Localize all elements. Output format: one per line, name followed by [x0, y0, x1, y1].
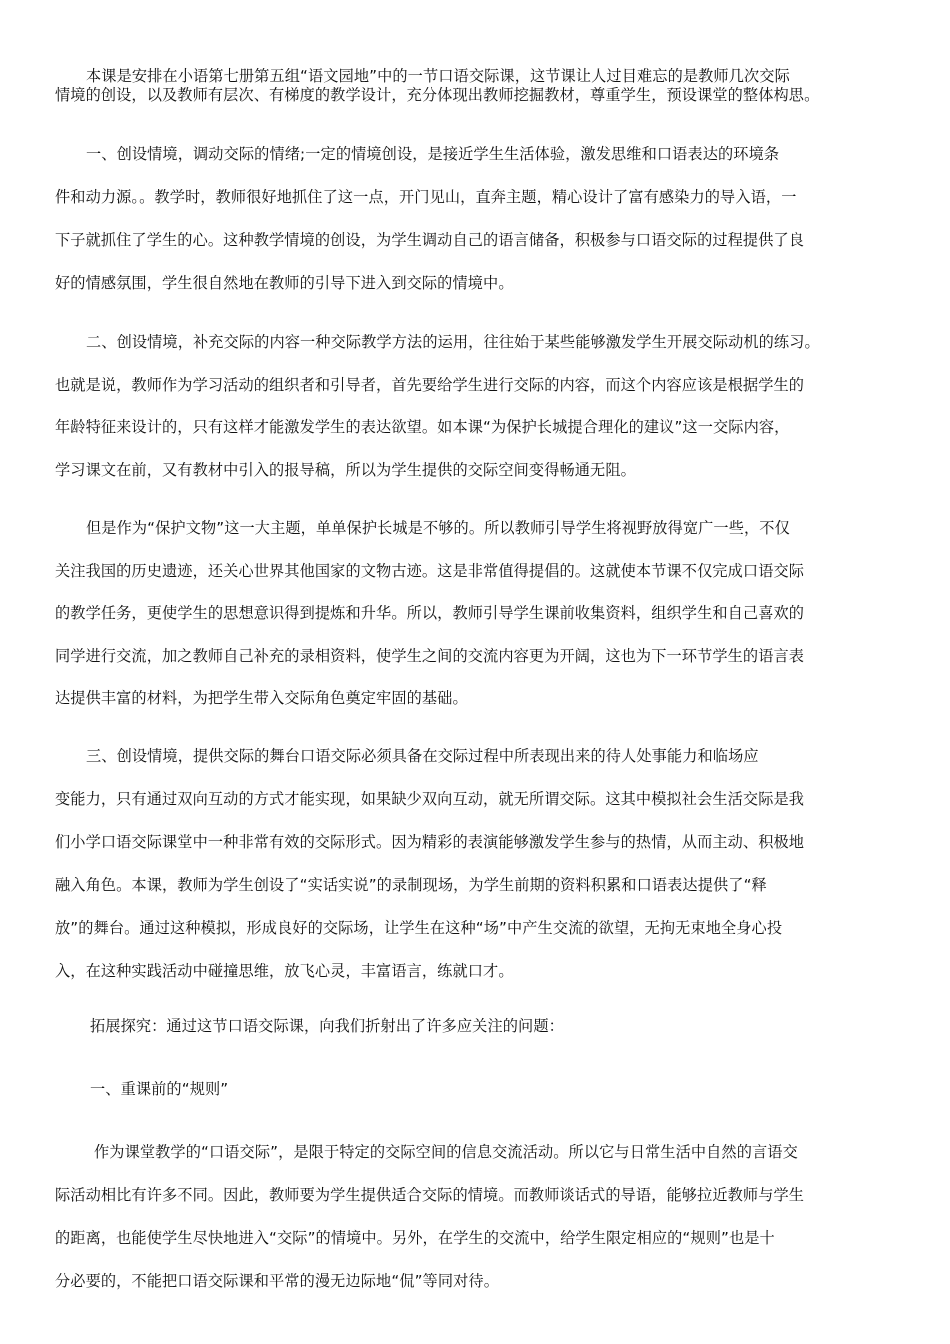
text-line: 入，在这种实践活动中碰撞思维，放飞心灵，丰富语言，练就口才。	[55, 962, 514, 980]
text-line: 下子就抓住了学生的心。这种教学情境的创设，为学生调动自己的语言储备，积极参与口语交际的过程提供了良	[55, 231, 805, 249]
text-line: 达提供丰富的材料，为把学生带入交际角色奠定牢固的基础。	[55, 689, 468, 707]
text-line: 三、创设情境，提供交际的舞台口语交际必须具备在交际过程中所表现出来的待人处事能力和临场应	[86, 747, 759, 765]
text-line: 关注我国的历史遗迹，还关心世界其他国家的文物古迹。这是非常值得提倡的。这就使本节课不仅完成口语交际	[55, 561, 805, 580]
text-line: 件和动力源。。教学时，教师很好地抓住了这一点，开门见山，直奔主题，精心设计了富有感染力的导入语，一	[55, 188, 797, 206]
text-line: 情境的创设，以及教师有层次、有梯度的教学设计，充分体现出教师挖掘教材，尊重学生，预设课堂的整体构思。	[55, 86, 820, 104]
text-line: 际活动相比有许多不同。因此，教师要为学生提供适合交际的情境。而教师谈话式的导语，能够拉近教师与学生	[55, 1186, 805, 1204]
section-heading: 一、重课前的“规则”	[90, 1080, 229, 1098]
section-4-paragraph	[55, 1143, 905, 1291]
text-line: 放”的舞台。通过这种模拟，形成良好的交际场，让学生在这种“场”中产生交流的欲望，无拘无束地全身心投	[55, 919, 783, 937]
text-line: 学习课文在前，又有教材中引入的报导稿，所以为学生提供的交际空间变得畅通无阻。	[55, 460, 636, 479]
text-line: 年龄特征来设计的，只有这样才能激发学生的表达欲望。如本课“为保护长城提合理化的建议”这一交际内容，	[55, 418, 790, 436]
text-line: 的距离，也能使学生尽快地进入“交际”的情境中。另外，在学生的交流中，给学生限定相应的“规则”也是十	[55, 1229, 775, 1247]
text-line: 的教学任务，更使学生的思想意识得到提炼和升华。所以，教师引导学生课前收集资料，组织学生和自己喜欢的	[55, 604, 805, 622]
section-2b-paragraph	[55, 507, 905, 720]
text-line: 本课是安排在小语第七册第五组“语文园地”中的一节口语交际课，这节课让人过目难忘的是教师几次交际	[86, 67, 790, 85]
text-line: 作为课堂教学的“口语交际”，是限于特定的交际空间的信息交流活动。所以它与日常生活中自然的言语交	[94, 1143, 798, 1161]
text-line: 但是作为“保护文物”这一大主题，单单保护长城是不够的。所以教师引导学生将视野放得宽广一些，不仅	[86, 519, 790, 537]
text-line: 拓展探究：通过这节口语交际课，向我们折射出了许多应关注的问题：	[90, 1017, 564, 1035]
text-line: 们小学口语交际课堂中一种非常有效的交际形式。因为精彩的表演能够激发学生参与的热情，从而主动、积极地	[55, 833, 805, 851]
text-line: 分必要的，不能把口语交际课和平常的漫无边际地“侃”等同对待。	[55, 1272, 499, 1290]
heading-rules	[55, 1080, 905, 1099]
text-line: 二、创设情境，补充交际的内容一种交际教学方法的运用，往往始于某些能够激发学生开展交际动机的练习。	[86, 333, 820, 351]
section-3-paragraph	[55, 747, 905, 981]
text-line: 也就是说，教师作为学习活动的组织者和引导者，首先要给学生进行交际的内容，而这个内容应该是根据学生的	[55, 375, 805, 394]
text-line: 同学进行交流，加之教师自己补充的录相资料，使学生之间的交流内容更为开阔，这也为下一环节学生的语言表	[55, 646, 805, 665]
section-1-paragraph	[55, 145, 905, 293]
section-2-paragraph	[55, 321, 905, 491]
text-line: 变能力，只有通过双向互动的方式才能实现，如果缺少双向互动，就无所谓交际。这其中模拟社会生活交际是我	[55, 790, 805, 808]
intro-paragraph	[55, 67, 905, 105]
text-line: 好的情感氛围，学生很自然地在教师的引导下进入到交际的情境中。	[55, 274, 514, 292]
extension-paragraph	[55, 1017, 905, 1036]
text-line: 融入角色。本课，教师为学生创设了“实话实说”的录制现场，为学生前期的资料积累和口语表达提供了“释	[55, 876, 767, 894]
text-line: 一、创设情境，调动交际的情绪;一定的情境创设，是接近学生生活体验，激发思维和口语表达的环境条	[86, 145, 780, 163]
